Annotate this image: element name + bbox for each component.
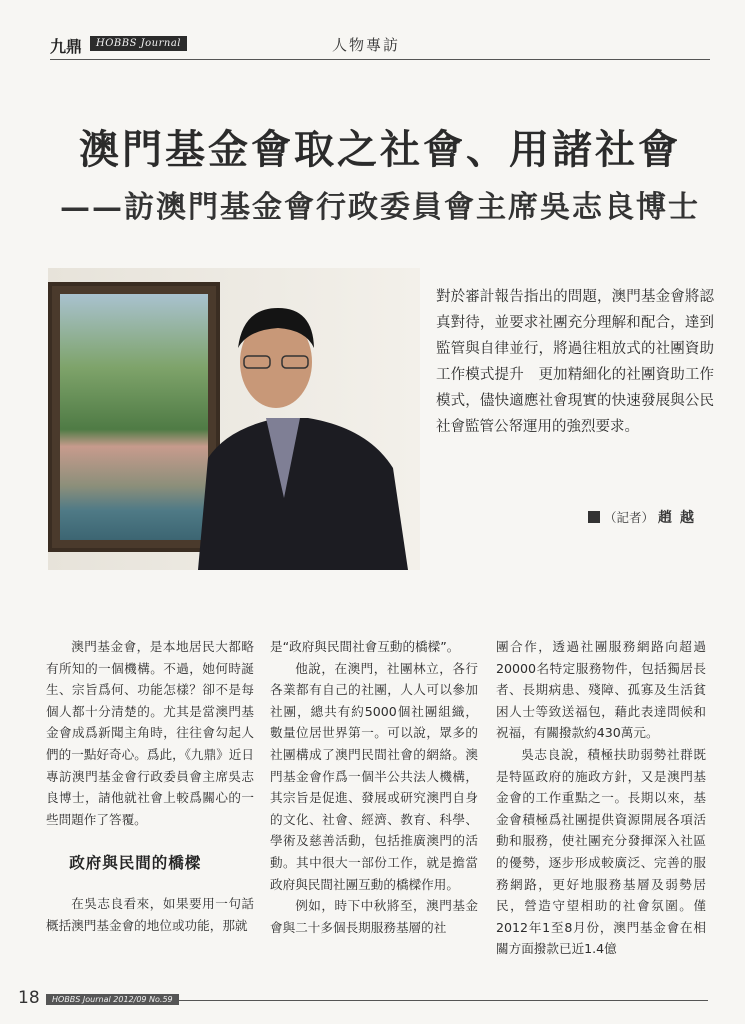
body-column-3 [496,636,706,960]
page-header [50,28,710,62]
section-subheading: 政府與民間的橋樑 [69,854,202,873]
article-title: 澳門基金會取之社會、用諸社會 [79,126,681,173]
paragraph: 例如，時下中秋將至，澳門基金會與二十多個長期服務基層的社 [270,898,478,935]
paragraph: 在吳志良看來，如果要用一句話概括澳門基金會的地位或功能，那就 [46,895,254,933]
byline-name: 趙越 [658,510,703,526]
square-bullet-icon [588,511,600,523]
paragraph: 他說，在澳門，社團林立，各行各業都有自己的社團，人人可以參加社團，總共有約5000個社團組織，數量位居世界第一。可以說，眾多的社團構成了澳門民間社會的網絡。澳門基金會作爲一個半公共法人機構，其宗旨是促進、發展或研究澳門自身的文化、社會、經濟、教育、科學、學術及慈善活動，包括推廣澳門的活動。其中很大一部份工作，就是擔當政府與民間社團互動的橋樑作用。 [270,660,478,892]
paragraph: 吳志良說，積極扶助弱勢社群既是特區政府的施政方針，又是澳門基金會的工作重點之一。長期以來，基金會積極爲社團提供資源開展各項活動和服務，使社團充分發揮深入社區的優勢，逐步形成較廣泛、完善的服務網路，更好地服務基層及弱勢居民，營造守望相助的社會氛圍。僅2012年1至8月份，澳門基金會在相關方面撥款已近1.4億 [496,746,706,957]
article-intro: 對於審計報告指出的問題，澳門基金會將認真對待，並要求社團充分理解和配合，達到監管與自律並行，將過往粗放式的社團資助工作模式提升 更加精細化的社團資助工作模式，儘快適應社會現實的快速發展與公民社會監管公帑運用的強烈要求。 [436,289,714,435]
page-number: 18 [18,988,40,1008]
interviewee-figure [48,268,420,570]
header-divider [50,59,710,60]
section-label: 人物專訪 [332,36,401,54]
body-column-2 [270,636,478,938]
byline [588,507,702,527]
byline-role: （記者） [604,510,655,525]
interview-photo [48,268,420,570]
paragraph: 澳門基金會，是本地居民大都略有所知的一個機構。不過，她何時誕生、宗旨爲何、功能怎樣？卻不是每個人都十分清楚的。尤其是當澳門基金會成爲新聞主角時，往往會勾起人們的一點好奇心。爲此，《九鼎》近日專訪澳門基金會行政委員會主席吳志良博士，請他就社會上較爲關心的一些問題作了答覆。 [46,639,254,827]
footer-issue-label: HOBBS Journal 2012/09 No.59 [46,994,179,1005]
paragraph: 是“政府與民間社會互動的橋樑”。 [270,639,460,654]
body-column-1 [46,636,254,936]
article-subtitle: ——訪澳門基金會行政委員會主席吳志良博士 [60,190,700,225]
brand-logo: 九鼎 [50,37,83,56]
page-footer [18,988,708,1008]
journal-badge: HOBBS Journal [90,36,187,51]
paragraph: 團合作，透過社團服務網路向超過20000名特定服務物件，包括獨居長者、長期病患、殘障、孤寡及生活貧困人士等致送福包，藉此表達問候和祝福，有關撥款約430萬元。 [496,639,706,741]
